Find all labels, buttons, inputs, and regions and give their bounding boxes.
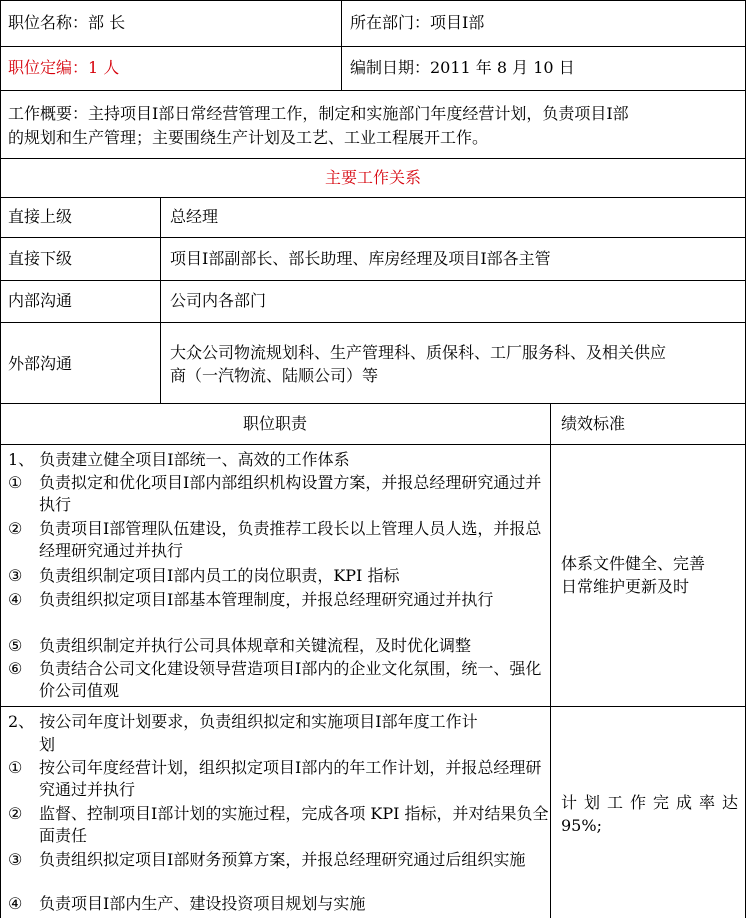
compiled-date: 编制日期：2011 年 8 月 10 日 [350, 58, 575, 77]
list-item [8, 635, 548, 659]
table-border [0, 322, 746, 323]
item-number: ④ [8, 894, 23, 913]
item-number: ② [8, 804, 23, 823]
duty-section-title: 划 [39, 735, 56, 754]
relation-label: 直接上级 [8, 207, 73, 226]
standards-header: 绩效标准 [561, 414, 626, 433]
department: 所在部门：项目Ⅰ部 [350, 13, 485, 32]
performance-standard: 计划工作完成率达 [561, 793, 738, 812]
list-item [8, 757, 548, 803]
item-number: ③ [8, 566, 23, 585]
table-border [0, 0, 1, 918]
list-item [8, 565, 548, 589]
table-border [0, 197, 746, 198]
list-item [8, 658, 548, 704]
item-number: ③ [8, 850, 23, 869]
item-text: 负责项目Ⅰ部内生产、建设投资项目规划与实施 [39, 894, 366, 913]
relation-value: 公司内各部门 [170, 291, 267, 310]
table-border [0, 444, 746, 445]
table-border [0, 158, 746, 159]
relation-value: 大众公司物流规划科、生产管理科、质保科、工厂服务科、及相关供应 [170, 343, 667, 362]
table-border [0, 90, 746, 91]
table-border [0, 0, 746, 1]
table-border [341, 0, 342, 90]
table-border [0, 237, 746, 238]
item-text: 负责拟定和优化项目Ⅰ部内部组织机构设置方案，并报总经理研究通过并执行 [39, 473, 542, 514]
item-text: 负责组织制定并执行公司具体规章和关键流程，及时优化调整 [39, 636, 472, 655]
item-text: 负责组织拟定项目Ⅰ部基本管理制度，并报总经理研究通过并执行 [39, 590, 494, 609]
headcount: 职位定编：1 人 [8, 58, 120, 77]
overview-line: 的规划和生产管理；主要围绕生产计划及工艺、工业工程展开工作。 [8, 128, 489, 147]
list-item [8, 518, 548, 564]
relation-label: 直接下级 [8, 249, 73, 268]
relation-value: 商（一汽物流、陆顺公司）等 [170, 366, 379, 385]
item-text: 负责结合公司文化建设领导营造项目Ⅰ部内的企业文化氛围，统一、强化价公司值观 [39, 659, 542, 700]
table-border [0, 706, 746, 707]
duty-section-title: 2、 按公司年度计划要求，负责组织拟定和实施项目Ⅰ部年度工作计 [8, 712, 478, 731]
overview-line: 工作概要：主持项目Ⅰ部日常经营管理工作，制定和实施部门年度经营计划，负责项目Ⅰ部 [8, 104, 629, 123]
item-text: 负责项目Ⅰ部管理队伍建设，负责推荐工段长以上管理人员人选，并报总经理研究通过并执行 [39, 519, 542, 560]
item-number: ⑥ [8, 659, 23, 678]
table-border [0, 280, 746, 281]
relations-title: 主要工作关系 [324, 168, 421, 187]
performance-standard: 日常维护更新及时 [561, 577, 690, 596]
relation-value: 项目Ⅰ部副部长、部长助理、库房经理及项目Ⅰ部各主管 [170, 249, 551, 268]
item-number: ⑤ [8, 636, 23, 655]
duty-section-title: 1、 负责建立健全项目Ⅰ部统一、高效的工作体系 [8, 450, 350, 469]
table-border [0, 46, 746, 47]
list-item [8, 589, 548, 635]
item-text: 监督、控制项目Ⅰ部计划的实施过程，完成各项 KPI 指标，并对结果负全面责任 [39, 804, 549, 845]
position-name: 职位名称：部 长 [8, 13, 126, 32]
item-text: 按公司年度经营计划，组织拟定项目Ⅰ部内的年工作计划，并报总经理研究通过并执行 [39, 758, 542, 799]
item-number: ④ [8, 590, 23, 609]
list-item [8, 803, 548, 849]
relation-value: 总经理 [170, 207, 219, 226]
list-item [8, 849, 548, 895]
item-text: 负责组织拟定项目Ⅰ部财务预算方案，并报总经理研究通过后组织实施 [39, 850, 526, 869]
duties-header: 职位职责 [242, 414, 307, 433]
item-number: ① [8, 758, 23, 777]
performance-standard: 95%; [561, 816, 602, 835]
list-item [8, 472, 548, 518]
list-item [8, 893, 548, 917]
table-border [0, 403, 746, 404]
table-border [160, 197, 161, 403]
relation-label: 内部沟通 [8, 291, 73, 310]
relation-label: 外部沟通 [8, 354, 73, 373]
item-text: 负责组织制定项目Ⅰ部内员工的岗位职责，KPI 指标 [39, 566, 400, 585]
table-border [745, 0, 746, 918]
item-number: ① [8, 473, 23, 492]
performance-standard: 体系文件健全、完善 [561, 554, 706, 573]
item-number: ② [8, 519, 23, 538]
table-border [550, 403, 551, 918]
